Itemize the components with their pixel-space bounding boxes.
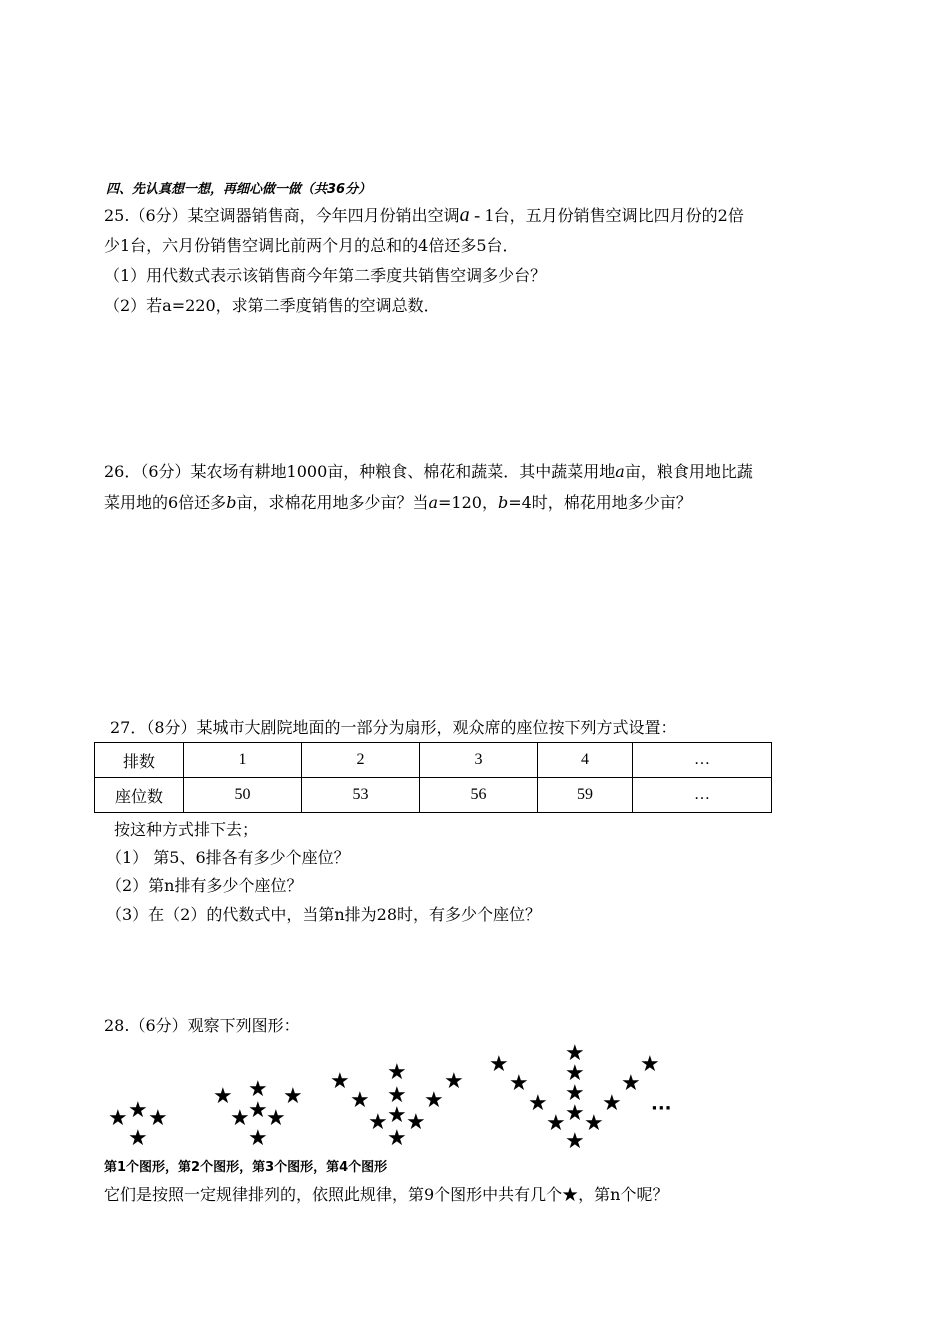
table-row [95, 778, 772, 813]
star-icon: ★ [108, 1106, 128, 1131]
star-icon: ★ [248, 1126, 268, 1151]
star-icon: ★ [565, 1101, 585, 1126]
star-icon: ★ [387, 1083, 407, 1108]
star-icon: ★ [424, 1088, 444, 1113]
q27-part-2: （2）第n排有多少个座位？ [106, 876, 303, 895]
q28-intro: 28.（6分）观察下列图形： [104, 1016, 300, 1035]
star-icon: ★ [602, 1091, 622, 1116]
q25-part-1: （1）用代数式表示该销售商今年第二季度共销售空调多少台？ [104, 266, 547, 285]
star-icon: ★ [148, 1106, 168, 1131]
q28-question: 它们是按照一定规律排列的，依照此规律，第9个图形中共有几个★，第n个呢？ [104, 1185, 669, 1204]
q26-variable-b: b [226, 493, 237, 512]
star-icon: ★ [584, 1111, 604, 1136]
star-icon: ★ [444, 1069, 464, 1094]
q27-part-3: （3）在（2）的代数式中，当第n排为28时，有多少个座位？ [106, 905, 542, 924]
q26-line-1 [104, 462, 753, 482]
star-icon: ★ [266, 1106, 286, 1131]
q26-line-2-end: =4时，棉花用地多少亩？ [508, 493, 692, 512]
q27-intro: 27．（8分）某城市大剧院地面的一部分为扇形，观众席的座位按下列方式设置： [110, 718, 677, 737]
star-icon: ★ [406, 1110, 426, 1135]
table-cell: 59 [538, 778, 633, 813]
star-icon: ★ [565, 1129, 585, 1154]
table-cell: 排数 [95, 743, 184, 778]
table-cell: 50 [184, 778, 302, 813]
star-icon: ★ [283, 1084, 303, 1109]
table-cell: 56 [420, 778, 538, 813]
q25-part-2: （2）若a=220，求第二季度销售的空调总数． [104, 296, 440, 315]
star-icon: ★ [128, 1126, 148, 1151]
q25-expression-rest: - 1 [469, 205, 494, 225]
figure-ellipsis: ··· [651, 1098, 672, 1119]
star-icon: ★ [640, 1052, 660, 1077]
star-icon: ★ [128, 1098, 148, 1123]
q25-line-1-end: 台，五月份销售空调比四月份的2倍 [493, 206, 744, 225]
star-icon: ★ [528, 1091, 548, 1116]
section-header: 四、先认真想一想，再细心做一做（共36分） [106, 182, 372, 197]
table-cell: 53 [302, 778, 420, 813]
q26-variable-a-value: a [428, 493, 438, 512]
q25-line-1 [104, 205, 744, 226]
star-icon: ★ [213, 1084, 233, 1109]
q27-part-1: （1） 第5、6排各有多少个座位？ [106, 848, 350, 867]
star-icon: ★ [546, 1111, 566, 1136]
star-icon: ★ [330, 1069, 350, 1094]
star-icon: ★ [565, 1061, 585, 1086]
star-icon: ★ [248, 1077, 268, 1102]
q26-line-2 [104, 493, 692, 513]
star-icon: ★ [248, 1098, 268, 1123]
star-icon: ★ [621, 1071, 641, 1096]
star-icon: ★ [565, 1081, 585, 1106]
table-row [95, 743, 772, 778]
q25-line-1-start: 25.（6分）某空调器销售商，今年四月份销出空调 [104, 206, 460, 225]
star-icon: ★ [368, 1110, 388, 1135]
star-icon: ★ [509, 1071, 529, 1096]
q27-continue: 按这种方式排下去； [114, 820, 259, 839]
q26-variable-a: a [615, 462, 625, 481]
star-icon: ★ [387, 1103, 407, 1128]
q25-line-2: 少1台，六月份销售空调比前两个月的总和的4倍还多5台． [104, 236, 519, 255]
star-icon: ★ [565, 1041, 585, 1066]
table-cell: … [633, 743, 772, 778]
q25-expression-variable: a [459, 204, 470, 226]
star-icon: ★ [387, 1060, 407, 1085]
figure-caption: 第1个图形，第2个图形，第3个图形，第4个图形 [104, 1160, 388, 1175]
table-cell: 座位数 [95, 778, 184, 813]
star-icon: ★ [230, 1106, 250, 1131]
q26-line-2-start: 菜用地的6倍还多 [104, 493, 227, 512]
q26-a-value: =120， [438, 493, 498, 512]
table-cell: 3 [420, 743, 538, 778]
q26-variable-b-value: b [497, 493, 509, 512]
table-cell: 2 [302, 743, 420, 778]
table-cell: 4 [538, 743, 633, 778]
q26-line-2-mid: 亩，求棉花用地多少亩？当 [236, 493, 429, 512]
table-cell: 1 [184, 743, 302, 778]
q26-line-1-start: 26．（6分）某农场有耕地1000亩，种粮食、棉花和蔬菜．其中蔬菜用地 [104, 462, 616, 481]
table-cell: … [633, 778, 772, 813]
q26-line-1-end: 亩，粮食用地比蔬 [624, 462, 753, 481]
star-icon: ★ [350, 1088, 370, 1113]
star-icon: ★ [489, 1052, 509, 1077]
star-icon: ★ [387, 1126, 407, 1151]
seating-table [94, 742, 772, 813]
